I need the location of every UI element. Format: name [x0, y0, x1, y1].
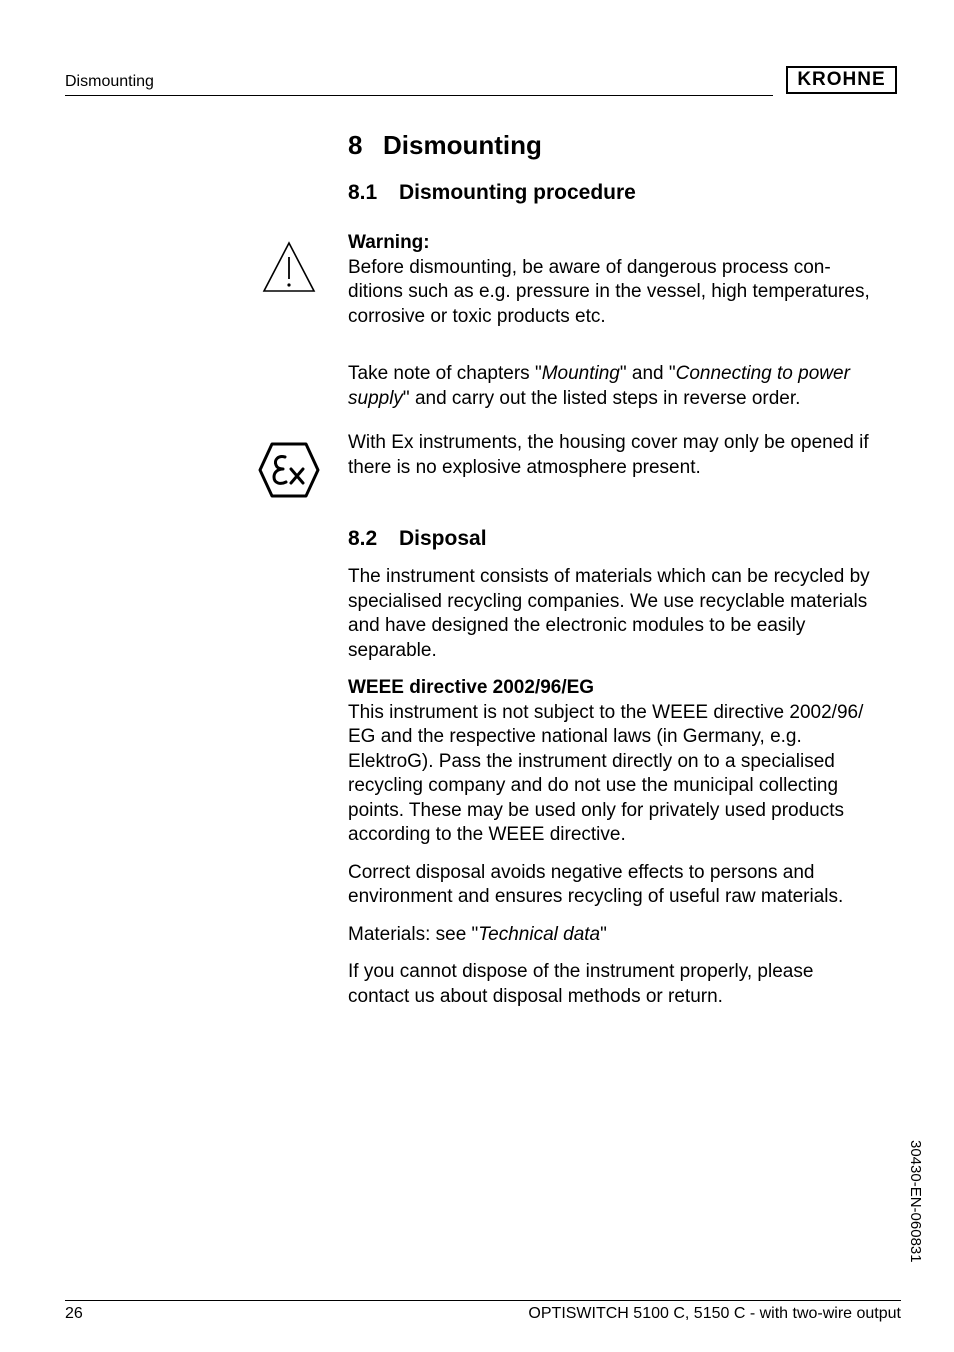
reverse-order-note — [348, 362, 908, 411]
paragraph-line: specialised recycling companies. We use recyclable materials — [348, 590, 868, 612]
paragraph-line: If you cannot dispose of the instrument properly, please — [348, 961, 814, 982]
section-8-2-heading — [348, 525, 908, 553]
warning-block — [348, 231, 908, 329]
chapter-number: 8 — [348, 130, 363, 160]
note-text: " and " — [619, 363, 676, 384]
ex-explosion-protection-icon — [258, 442, 320, 498]
warning-line: ditions such as e.g. pressure in the vessel, high temperatures, — [348, 281, 870, 302]
paragraph-line: according to the WEEE directive. — [348, 824, 626, 845]
warning-line: Before dismounting, be aware of dangerous process con- — [348, 256, 831, 278]
note-line-2 — [348, 387, 908, 412]
paragraph-line: This instrument is not subject to the WEEE directive 2002/96/ — [348, 701, 864, 723]
materials-text: " — [600, 923, 607, 945]
paragraph-line: separable. — [348, 639, 437, 661]
section-8-2-number: 8.2 — [348, 527, 378, 550]
paragraph-line: recycling company and do not use the municipal collecting — [348, 775, 839, 796]
ex-note — [348, 431, 908, 480]
section-8-2-title: Disposal — [399, 527, 487, 550]
note-text: Take note of chapters " — [348, 363, 542, 384]
ex-line: With Ex instruments, the housing cover may only be opened if — [348, 432, 869, 453]
running-header: Dismounting — [65, 73, 154, 90]
paragraph-line: contact us about disposal methods or return. — [348, 985, 723, 1007]
footer-title: OPTISWITCH 5100 C, 5150 C - with two-wire output — [528, 1305, 901, 1322]
note-line-1 — [348, 362, 908, 387]
paragraph-line: points. These may be used only for privately used products — [348, 799, 845, 821]
note-text: " and carry out the listed steps in reverse order. — [402, 387, 801, 409]
chapter-title: Dismounting — [383, 130, 542, 160]
footer-rule — [65, 1300, 901, 1301]
chapter-ref-connecting: Connecting to power — [675, 363, 850, 384]
header-rule — [65, 95, 773, 96]
ex-line: there is no explosive atmosphere present. — [348, 456, 701, 478]
correct-disposal-paragraph — [348, 861, 908, 910]
paragraph-line: EG and the respective national laws (in Germany, e.g. — [348, 726, 802, 747]
chapter-ref-technical-data: Technical data — [478, 923, 601, 945]
paragraph-line: ElektroG). Pass the instrument directly on to a specialised — [348, 750, 835, 772]
document-code — [895, 1140, 935, 1310]
main-content — [348, 128, 908, 1009]
krohne-logo: KROHNE — [786, 66, 897, 94]
warning-label: Warning: — [348, 232, 430, 253]
warning-line: corrosive or toxic products etc. — [348, 305, 606, 327]
chapter-ref-mounting: Mounting — [541, 363, 620, 384]
return-paragraph — [348, 960, 908, 1009]
weee-heading: WEEE directive 2002/96/EG — [348, 677, 595, 698]
chapter-ref-supply: supply — [348, 387, 403, 409]
paragraph-line: and have designed the electronic modules to be easily — [348, 615, 806, 636]
section-8-1-title: Dismounting procedure — [399, 181, 636, 204]
chapter-heading — [348, 128, 908, 162]
document-code-text: 30430-EN-060831 — [907, 1140, 924, 1263]
weee-block — [348, 676, 908, 848]
paragraph-line: Correct disposal avoids negative effects to persons and — [348, 861, 815, 883]
section-8-1-number: 8.1 — [348, 181, 378, 204]
paragraph-line: environment and ensures recycling of useful raw materials. — [348, 886, 844, 907]
paragraph-line: The instrument consists of materials which can be recycled by — [348, 566, 870, 587]
materials-line — [348, 923, 908, 948]
section-8-1-heading — [348, 179, 908, 207]
recycling-paragraph — [348, 565, 908, 663]
page-number: 26 — [65, 1305, 83, 1322]
warning-triangle-icon — [262, 240, 316, 294]
materials-text: Materials: see " — [348, 923, 479, 945]
